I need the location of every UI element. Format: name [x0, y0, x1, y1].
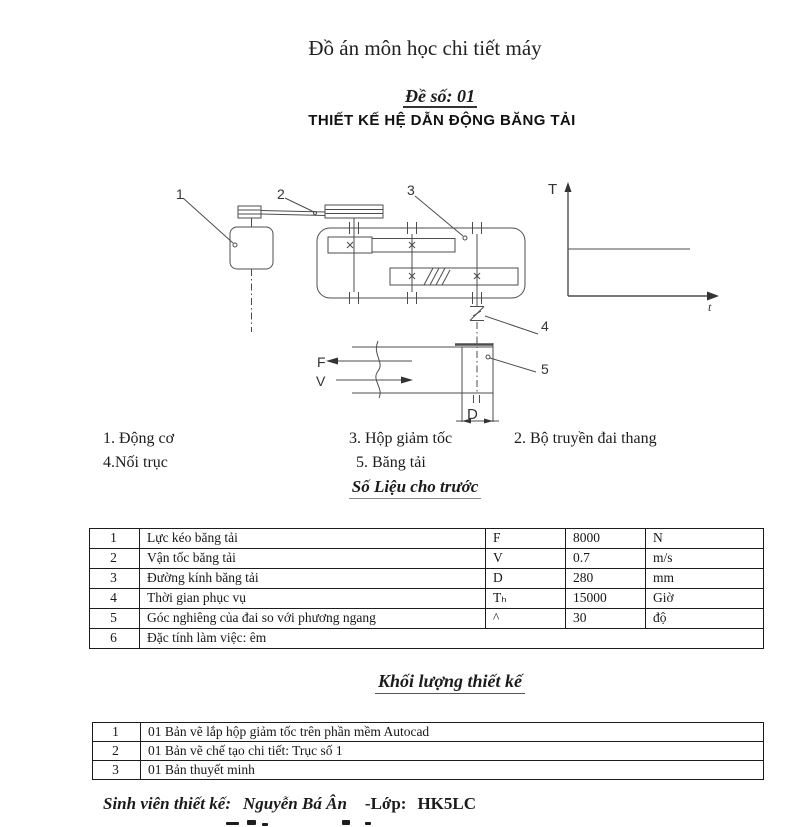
table-cell: 01 Bản vẽ chế tạo chi tiết: Trục số 1 — [141, 742, 764, 761]
table-cell: Lực kéo băng tải — [140, 529, 486, 549]
design-workload-heading: Khối lượng thiết kế — [0, 671, 793, 694]
table-cell: 01 Bản vẽ lắp hộp giảm tốc trên phần mềm Autocad — [141, 723, 764, 742]
document-subtitle: THIẾT KẾ HỆ DẪN ĐỘNG BĂNG TẢI — [308, 112, 576, 129]
table-cell: Góc nghiêng của đai so với phương ngang — [140, 609, 486, 629]
design-workload-table — [92, 722, 764, 780]
topic-number: Đề số: 01 — [405, 86, 475, 106]
drive-system-diagram — [150, 170, 770, 430]
table-cell: m/s — [646, 549, 764, 569]
table-cell: mm — [646, 569, 764, 589]
table-cell: 15000 — [566, 589, 646, 609]
table-cell: 6 — [90, 629, 140, 649]
table-cell: 4 — [90, 589, 140, 609]
diameter-label: D — [467, 406, 478, 423]
table-cell: 280 — [566, 569, 646, 589]
table-cell: độ — [646, 609, 764, 629]
table-cell: 1 — [93, 723, 141, 742]
table-row — [90, 589, 764, 609]
table-row — [90, 609, 764, 629]
table-cell: Tₕ — [486, 589, 566, 609]
callout-5-conveyor: 5 — [541, 361, 549, 377]
class-value: HK5LC — [417, 794, 476, 813]
callout-4-coupling: 4 — [541, 318, 549, 334]
table-cell: Đặc tính làm việc: êm — [140, 629, 764, 649]
legend-item-gearbox: 3. Hộp giảm tốc — [349, 430, 453, 447]
motor-symbol — [230, 227, 273, 269]
table-cell: V — [486, 549, 566, 569]
table-cell: 3 — [90, 569, 140, 589]
table-row — [90, 549, 764, 569]
table-row — [90, 529, 764, 549]
callout-2-belt-drive: 2 — [277, 186, 285, 202]
callout-3-gearbox: 3 — [407, 182, 415, 198]
time-axis-label: t — [708, 300, 712, 314]
force-label: F — [317, 354, 326, 370]
table-row — [93, 761, 764, 780]
designer-name: Nguyễn Bá Ân — [242, 794, 347, 813]
table-cell: 2 — [90, 549, 140, 569]
legend-item-conveyor: 5. Băng tải — [356, 454, 426, 471]
table-cell: Giờ — [646, 589, 764, 609]
table-cell: 1 — [90, 529, 140, 549]
given-data-heading: Số Liệu cho trước — [0, 477, 793, 499]
callout-1-motor: 1 — [176, 186, 184, 202]
table-cell: 8000 — [566, 529, 646, 549]
table-cell: 01 Bản thuyết minh — [141, 761, 764, 780]
table-row — [90, 629, 764, 649]
table-cell: 0.7 — [566, 549, 646, 569]
table-cell: 5 — [90, 609, 140, 629]
class-label: -Lớp: — [364, 794, 407, 813]
designer-line — [103, 794, 476, 814]
given-data-table — [89, 528, 764, 649]
table-row — [93, 723, 764, 742]
table-row — [90, 569, 764, 589]
large-pulley-symbol — [325, 205, 383, 218]
table-cell: Vận tốc băng tải — [140, 549, 486, 569]
designer-label: Sinh viên thiết kế: — [103, 794, 231, 813]
document-title: Đồ án môn học chi tiết máy — [308, 36, 542, 60]
table-cell: Thời gian phục vụ — [140, 589, 486, 609]
legend-item-belt-drive: 2. Bộ truyền đai thang — [514, 430, 657, 447]
table-cell: 2 — [93, 742, 141, 761]
table-row — [93, 742, 764, 761]
legend-item-motor: 1. Động cơ — [103, 430, 175, 447]
table-cell: 30 — [566, 609, 646, 629]
table-cell: ^ — [486, 609, 566, 629]
table-cell: D — [486, 569, 566, 589]
table-cell: Đường kính băng tải — [140, 569, 486, 589]
belt-break-line — [376, 341, 380, 398]
table-cell: F — [486, 529, 566, 549]
table-cell: 3 — [93, 761, 141, 780]
small-pulley-symbol — [238, 206, 261, 218]
legend-item-coupling: 4.Nối trục — [103, 454, 168, 471]
torque-axis-label: T — [548, 181, 558, 198]
velocity-label: V — [316, 373, 326, 389]
table-cell: N — [646, 529, 764, 549]
